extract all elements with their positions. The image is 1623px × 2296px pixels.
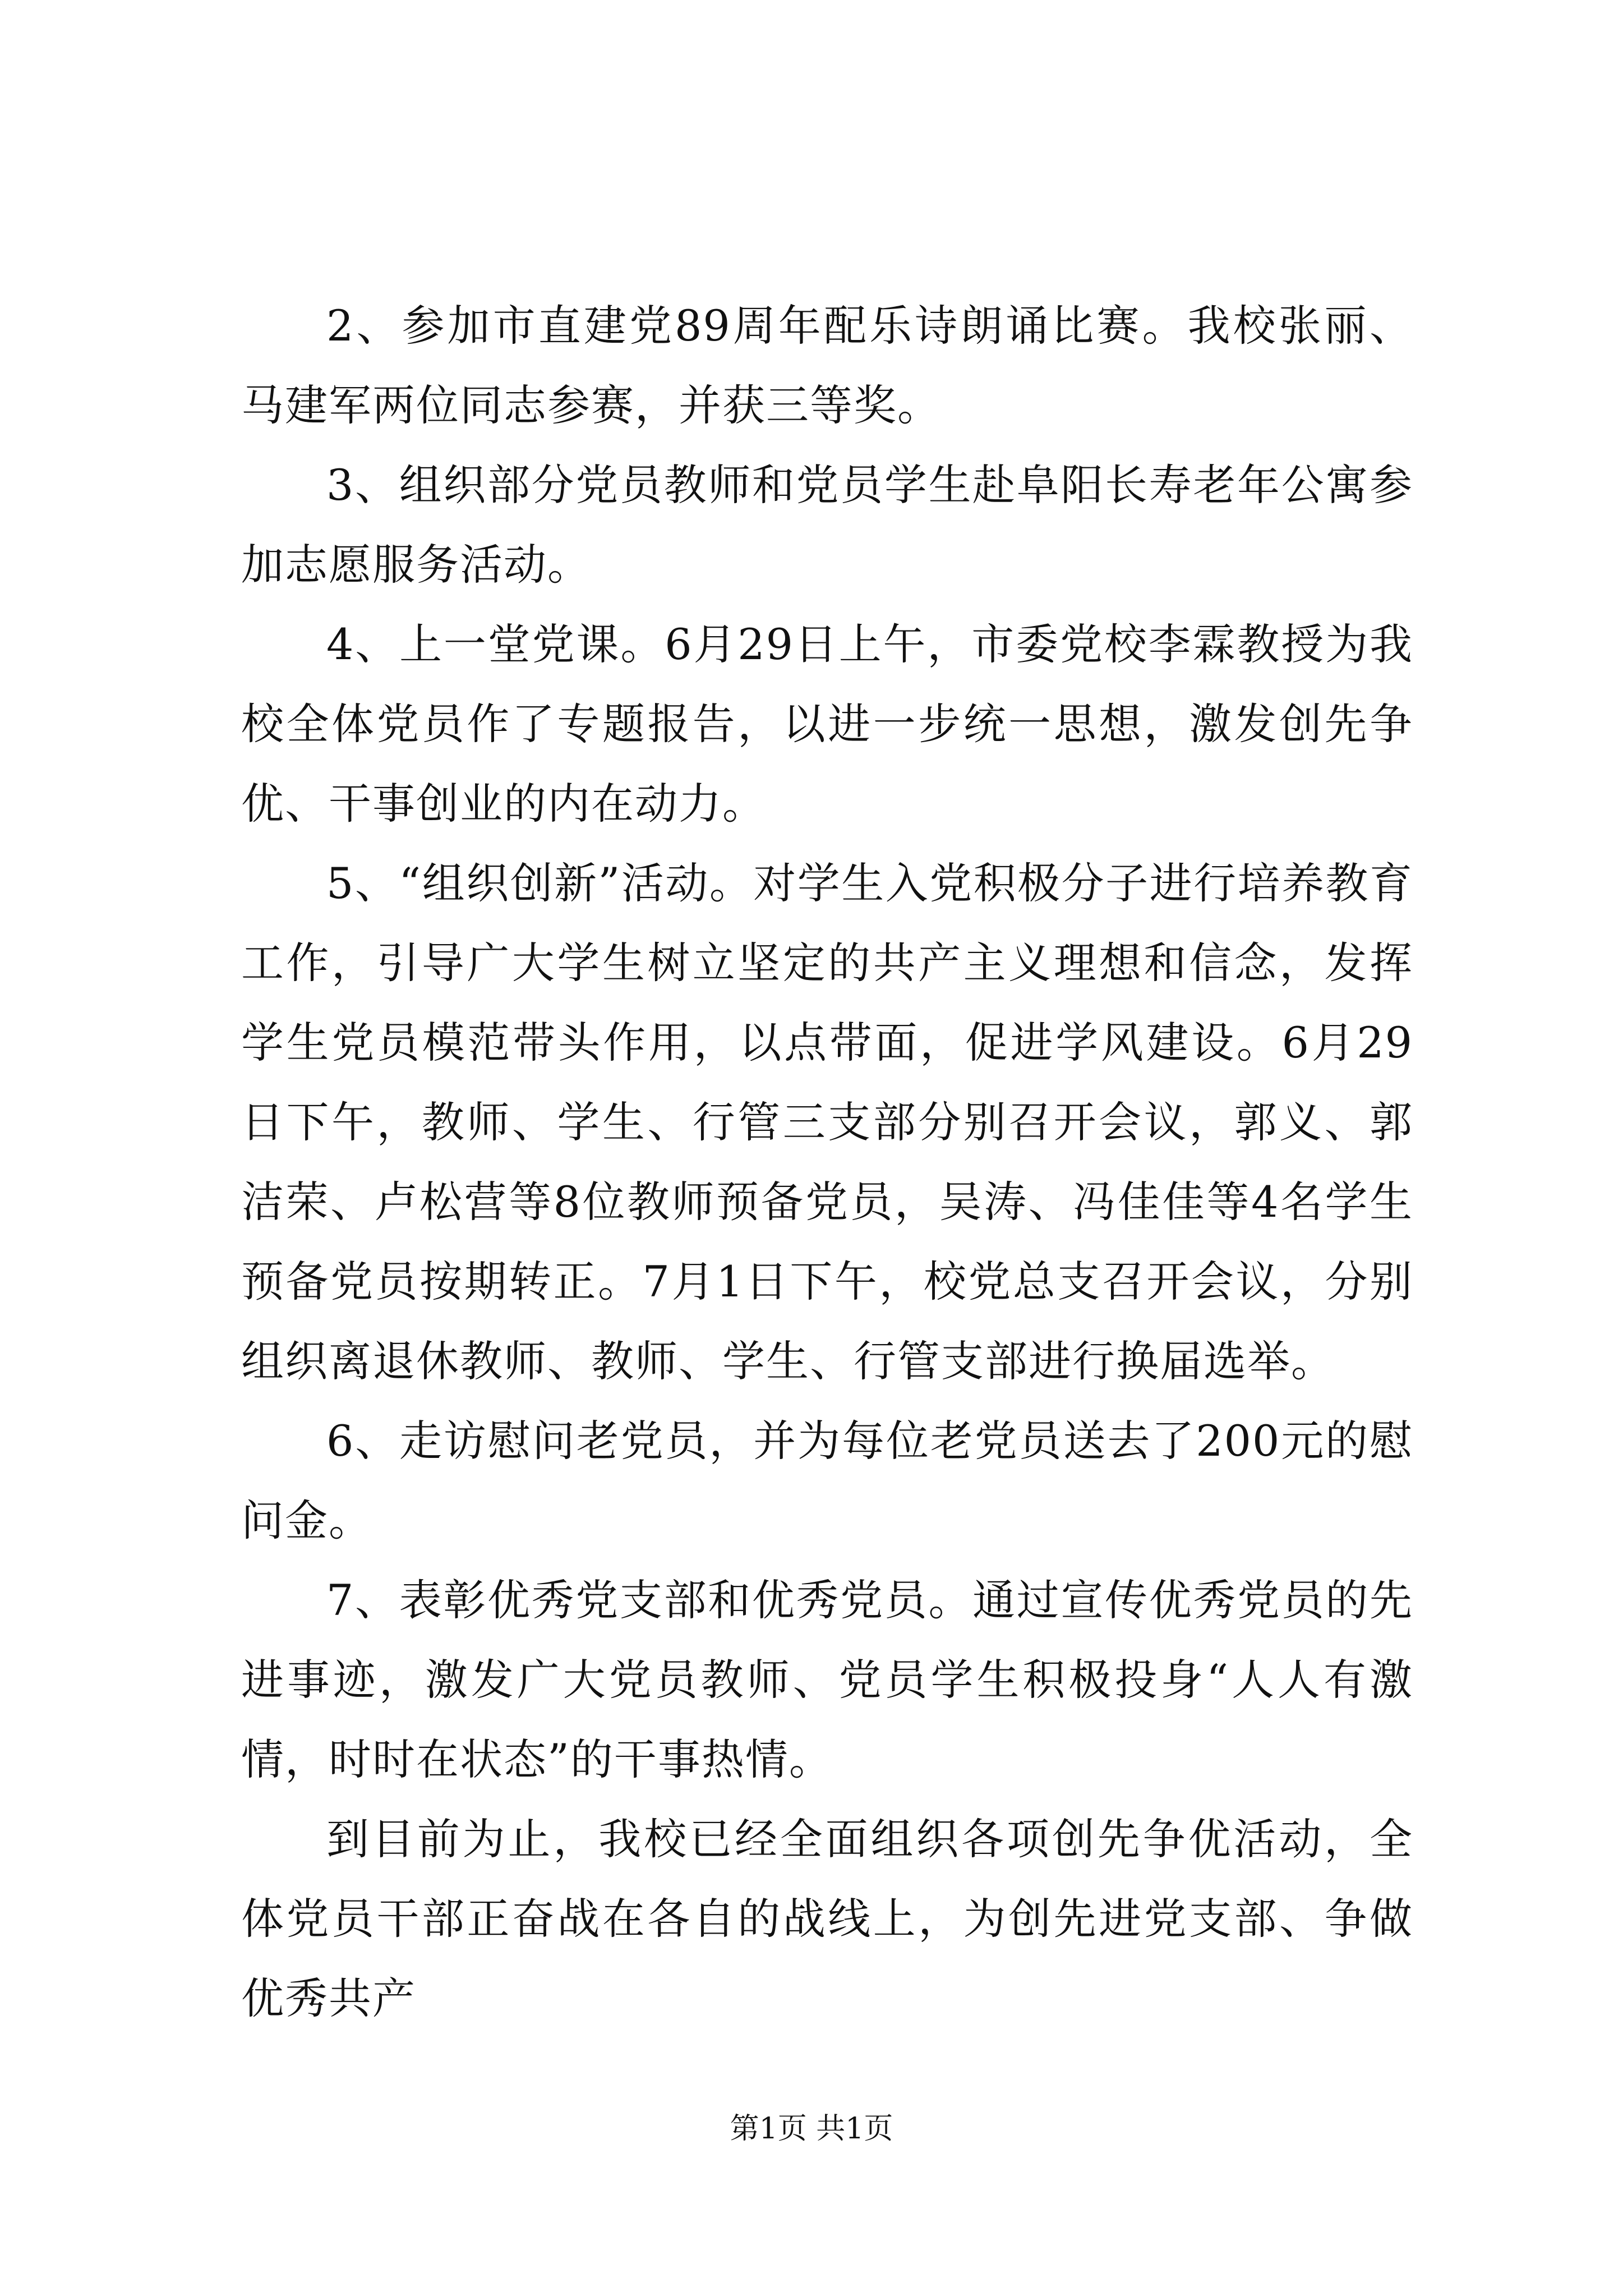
paragraph-item-4: 4、上一堂党课。6月29日上午，市委党校李霖教授为我校全体党员作了专题报告，以进一步统一思想，激发创先争优、干事创业的内在动力。 [241,619,1413,829]
page-footer [0,2109,1623,2148]
paragraph-item-3: 3、组织部分党员教师和党员学生赴阜阳长寿老年公寓参加志愿服务活动。 [241,460,1413,590]
paragraph-item-2: 2、参加市直建党89周年配乐诗朗诵比赛。我校张丽、马建军两位同志参赛，并获三等奖。 [241,301,1413,430]
page-number-label: 第1页 共1页 [730,2112,893,2146]
paragraph-item-5: 5、“组织创新”活动。对学生入党积极分子进行培养教育工作，引导广大学生树立坚定的共产主义理想和信念，发挥学生党员模范带头作用，以点带面，促进学风建设。6月29日下午，教师、学生、行管三支部分别召开会议，郭义、郭洁荣、卢松营等8位教师预备党员，吴涛、冯佳佳等4名学生预备党员按期转正。7月1日下午，校党总支召开会议，分别组织离退休教师、教师、学生、行管支部进行换届选举。 [241,858,1413,1386]
document-body [241,286,1413,2039]
paragraph-item-7: 7、表彰优秀党支部和优秀党员。通过宣传优秀党员的先进事迹，激发广大党员教师、党员学生积极投身“人人有激情，时时在状态”的干事热情。 [241,1575,1413,1784]
paragraph-conclusion: 到目前为止，我校已经全面组织各项创先争优活动，全体党员干部正奋战在各自的战线上，为创先进党支部、争做优秀共产 [241,1814,1413,2023]
paragraph-item-6: 6、走访慰问老党员，并为每位老党员送去了200元的慰问金。 [241,1416,1413,1545]
